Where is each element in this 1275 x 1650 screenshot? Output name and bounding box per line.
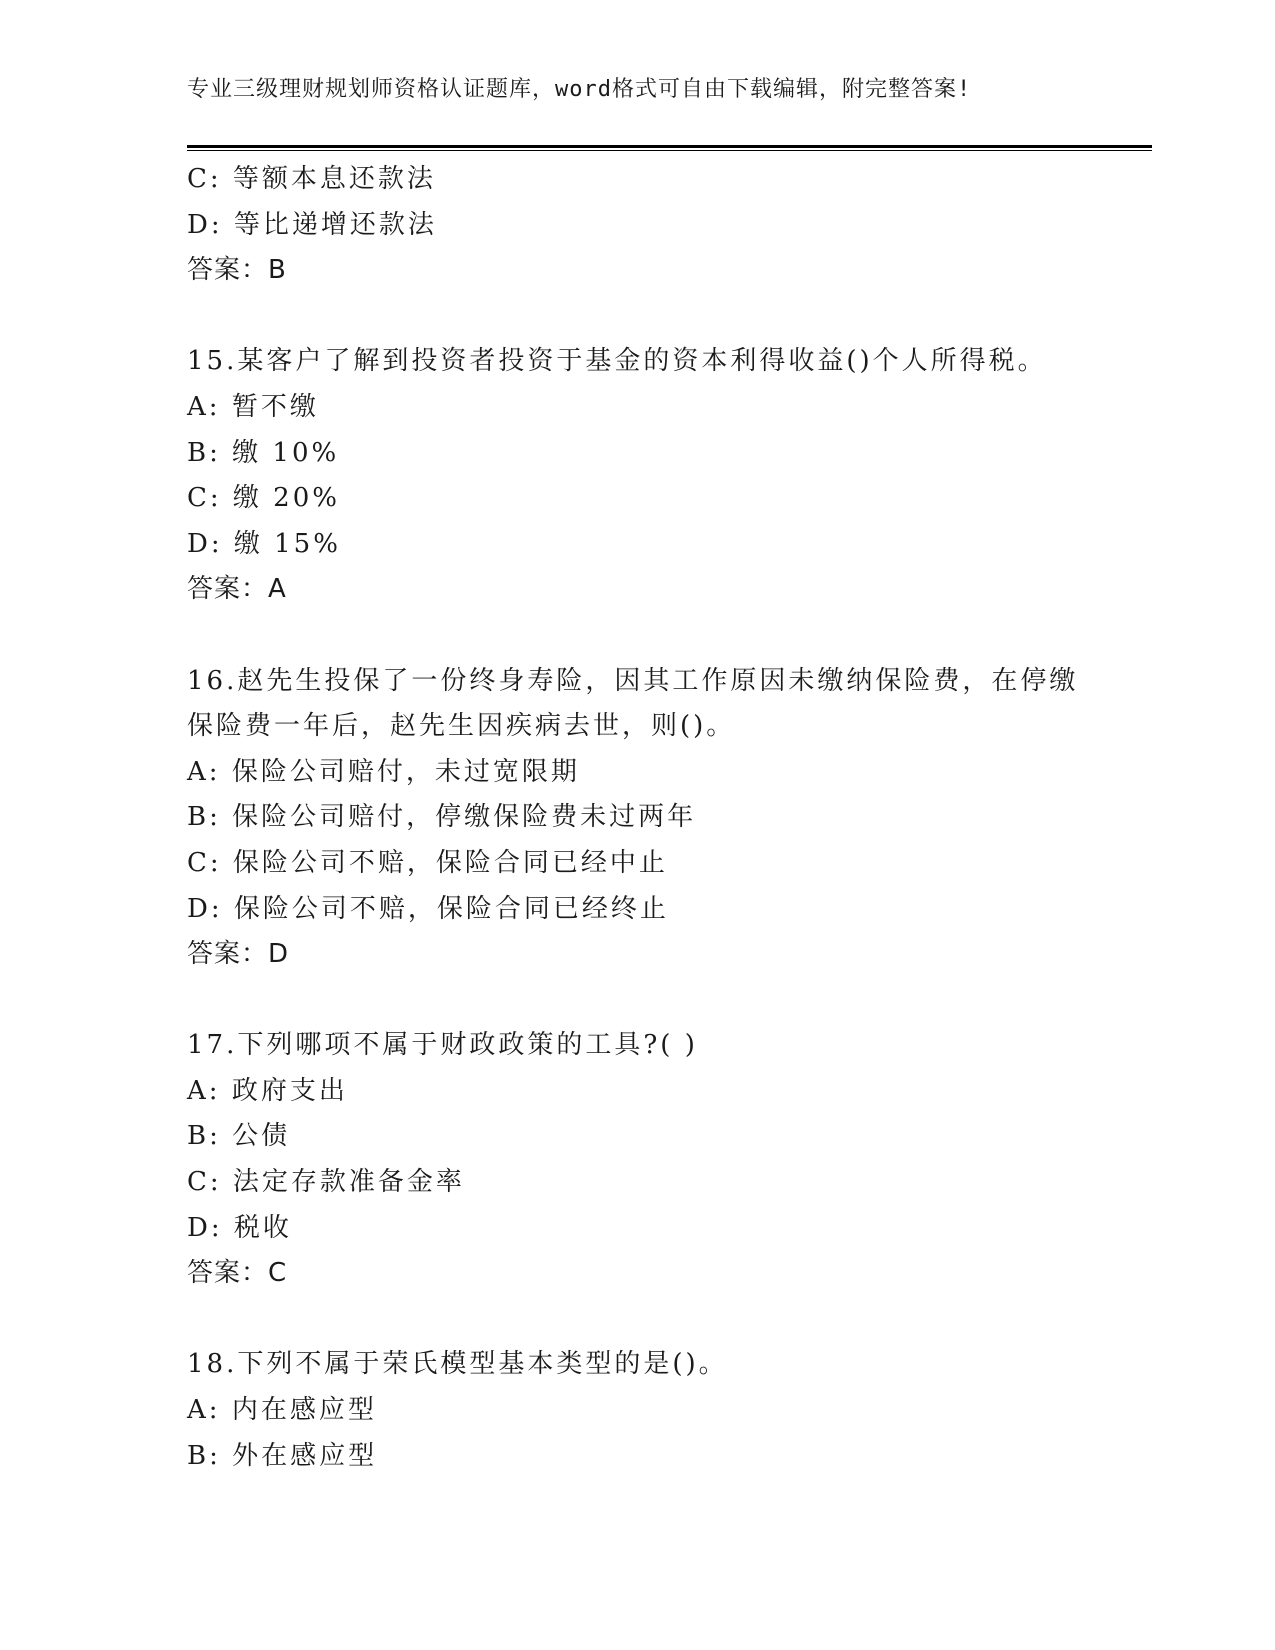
answer-line: 答案：B (187, 255, 287, 286)
option-line (187, 1206, 1147, 1252)
option-line (187, 203, 1147, 249)
option-line (187, 750, 1147, 796)
question-number: 17. (187, 1030, 238, 1061)
option-text: 外在感应型 (232, 1440, 378, 1471)
option-line (187, 1160, 1147, 1206)
option-label: A: (187, 756, 221, 787)
question-text: 赵先生投保了一份终身寿险，因其工作原因未缴纳保险费，在停缴 (237, 665, 1079, 696)
option-line (187, 431, 1147, 477)
option-label: C: (187, 847, 222, 878)
option-text: 缴 10% (232, 437, 340, 468)
spacer (187, 613, 1147, 659)
option-text: 公债 (232, 1121, 291, 1152)
option-line (187, 522, 1147, 568)
question-18 (187, 1342, 1147, 1388)
option-label: B: (187, 1440, 221, 1471)
option-text: 保险公司不赔，保险合同已经终止 (233, 893, 669, 924)
option-line (187, 795, 1147, 841)
option-line (187, 887, 1147, 933)
option-label: D: (187, 209, 223, 240)
option-label: B: (187, 437, 221, 468)
option-label: B: (187, 1121, 221, 1152)
option-label: D: (187, 1212, 223, 1243)
question-15 (187, 339, 1147, 385)
option-text: 法定存款准备金率 (232, 1167, 465, 1198)
question-number: 15. (187, 346, 238, 377)
option-line (187, 1114, 1147, 1160)
option-label: A: (187, 391, 221, 422)
option-label: A: (187, 1075, 221, 1106)
answer-line: 答案：C (187, 1258, 288, 1289)
option-label: C: (187, 483, 222, 514)
spacer (187, 1297, 1147, 1343)
option-label: D: (187, 893, 223, 924)
question-number: 18. (187, 1349, 238, 1380)
option-text: 保险公司不赔，保险合同已经中止 (232, 847, 668, 878)
option-line (187, 385, 1147, 431)
answer-line: 答案：D (187, 939, 290, 970)
option-text: 保险公司赔付，停缴保险费未过两年 (232, 802, 697, 833)
header-rule-thin (187, 150, 1152, 151)
document-body (187, 157, 1147, 1479)
option-text: 等额本息还款法 (232, 164, 436, 194)
header-rule-thick (187, 145, 1152, 148)
option-line (187, 1388, 1147, 1434)
option-text: 税收 (233, 1212, 292, 1243)
page-header: 专业三级理财规划师资格认证题库，word格式可自由下载编辑，附完整答案! (187, 77, 972, 102)
option-text: 等比递增还款法 (233, 209, 437, 240)
spacer (187, 294, 1147, 340)
option-text: 内在感应型 (231, 1395, 377, 1426)
question-text: 下列不属于荣氏模型基本类型的是()。 (237, 1349, 728, 1380)
option-line (187, 1069, 1147, 1115)
option-text: 缴 15% (233, 528, 341, 559)
answer-line: 答案：A (187, 574, 287, 605)
question-17 (187, 1023, 1147, 1069)
option-label: C: (187, 164, 222, 194)
option-label: B: (187, 802, 221, 833)
option-text: 缴 20% (232, 483, 340, 514)
question-text: 某客户了解到投资者投资于基金的资本利得收益()个人所得税。 (237, 346, 1047, 377)
question-text: 下列哪项不属于财政政策的工具?( ) (237, 1030, 698, 1061)
spacer (187, 978, 1147, 1024)
question-text-continued: 保险费一年后，赵先生因疾病去世，则()。 (187, 711, 736, 742)
option-text: 政府支出 (231, 1075, 348, 1106)
option-text: 保险公司赔付，未过宽限期 (231, 756, 580, 787)
option-line (187, 841, 1147, 887)
question-16 (187, 659, 1147, 705)
question-number: 16. (187, 665, 238, 696)
option-label: D: (187, 528, 223, 559)
option-label: C: (187, 1167, 222, 1198)
option-label: A: (187, 1395, 221, 1426)
option-text: 暂不缴 (231, 391, 319, 422)
option-line (187, 1434, 1147, 1480)
option-line (187, 157, 1147, 203)
option-line (187, 476, 1147, 522)
